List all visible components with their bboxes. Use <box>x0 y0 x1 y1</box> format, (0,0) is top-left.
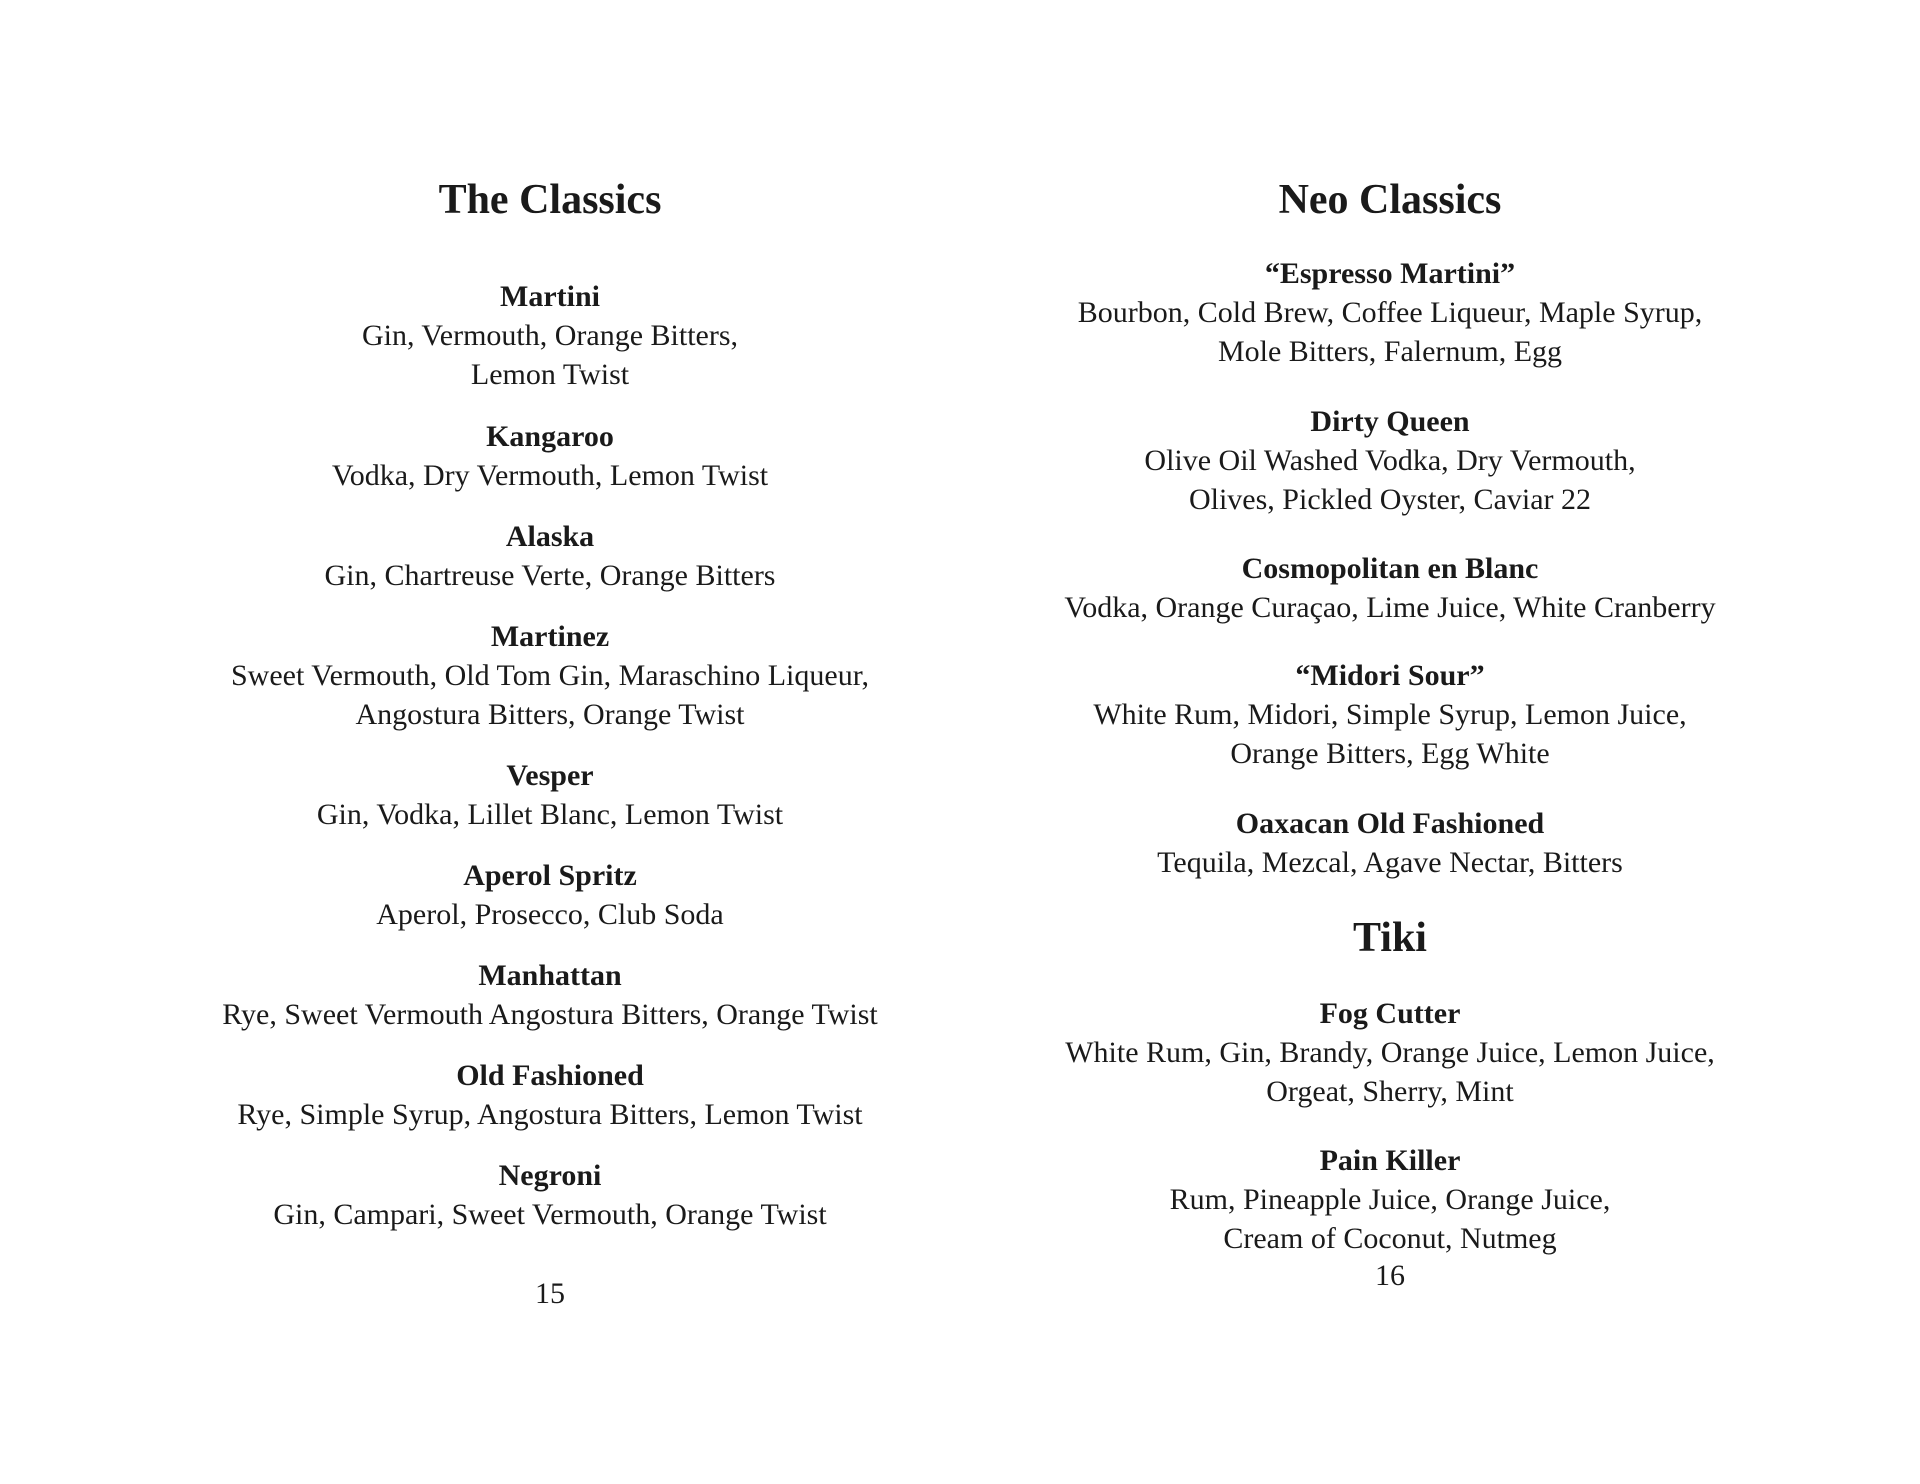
drink-alaska <box>150 518 950 595</box>
drink-ingredients: White Rum, Gin, Brandy, Orange Juice, Lemon Juice, <box>1065 1036 1715 1069</box>
drink-old-fashioned <box>150 1057 950 1134</box>
section-title-tiki: Tiki <box>1353 915 1427 961</box>
drink-vesper <box>150 757 950 834</box>
drink-name: Dirty Queen <box>1310 405 1470 438</box>
drink-ingredients: Sweet Vermouth, Old Tom Gin, Maraschino Liqueur, <box>231 659 869 692</box>
drink-ingredients: Gin, Vermouth, Orange Bitters, <box>361 319 739 352</box>
section-title-neo-classics: Neo Classics <box>1278 177 1502 223</box>
drink-ingredients: Cream of Coconut, Nutmeg <box>1223 1222 1557 1255</box>
drink-dirty-queen <box>1000 403 1780 519</box>
drink-name: Old Fashioned <box>456 1059 644 1092</box>
drink-ingredients: Bourbon, Cold Brew, Coffee Liqueur, Maple Syrup, <box>1077 296 1703 329</box>
drink-ingredients: White Rum, Midori, Simple Syrup, Lemon Juice, <box>1093 698 1687 731</box>
drink-negroni <box>150 1157 950 1234</box>
drink-fog-cutter <box>1000 995 1780 1111</box>
drink-martinez <box>150 618 950 734</box>
drink-name: “Midori Sour” <box>1295 659 1485 692</box>
drink-name: Kangaroo <box>486 420 614 453</box>
drink-manhattan <box>150 957 950 1034</box>
drink-name: Negroni <box>498 1159 602 1192</box>
drink-ingredients: Olives, Pickled Oyster, Caviar 22 <box>1188 483 1592 516</box>
drink-ingredients: Olive Oil Washed Vodka, Dry Vermouth, <box>1144 444 1636 477</box>
page-number: 15 <box>535 1277 565 1310</box>
drink-name: Oaxacan Old Fashioned <box>1235 807 1545 840</box>
drink-ingredients: Orange Bitters, Egg White <box>1230 737 1550 770</box>
drink-ingredients: Mole Bitters, Falernum, Egg <box>1217 335 1563 368</box>
drink-kangaroo <box>150 418 950 495</box>
drink-name: Alaska <box>505 520 595 553</box>
drink-name: Pain Killer <box>1319 1144 1461 1177</box>
drink-ingredients: Vodka, Orange Curaçao, Lime Juice, White Cranberry <box>1064 591 1716 624</box>
drink-name: Vesper <box>506 759 594 792</box>
drink-name: Cosmopolitan en Blanc <box>1241 552 1539 585</box>
drink-cosmopolitan-en-blanc <box>1000 550 1780 627</box>
drink-name: Manhattan <box>478 959 622 992</box>
drink-name: Fog Cutter <box>1319 997 1461 1030</box>
drink-martini <box>150 278 950 394</box>
section-title-the-classics: The Classics <box>438 177 662 223</box>
drink-ingredients: Lemon Twist <box>470 358 630 391</box>
drink-ingredients: Gin, Campari, Sweet Vermouth, Orange Twist <box>273 1198 827 1231</box>
drink-ingredients: Tequila, Mezcal, Agave Nectar, Bitters <box>1157 846 1623 879</box>
drink-ingredients: Gin, Chartreuse Verte, Orange Bitters <box>324 559 776 592</box>
drink-ingredients: Vodka, Dry Vermouth, Lemon Twist <box>331 459 769 492</box>
drink-ingredients: Rye, Simple Syrup, Angostura Bitters, Lemon Twist <box>237 1098 863 1131</box>
drink-name: Martini <box>500 280 600 313</box>
drink-ingredients: Aperol, Prosecco, Club Soda <box>376 898 724 931</box>
drink-ingredients: Angostura Bitters, Orange Twist <box>355 698 745 731</box>
drink-ingredients: Orgeat, Sherry, Mint <box>1266 1075 1514 1108</box>
drink-ingredients: Rye, Sweet Vermouth Angostura Bitters, Orange Twist <box>222 998 878 1031</box>
drink-oaxacan-old-fashioned <box>1000 805 1780 882</box>
drink-ingredients: Gin, Vodka, Lillet Blanc, Lemon Twist <box>316 798 784 831</box>
drink-pain-killer <box>1000 1142 1780 1258</box>
drink-midori-sour <box>1000 657 1780 773</box>
drink-aperol-spritz <box>150 857 950 934</box>
drink-name: “Espresso Martini” <box>1264 257 1516 290</box>
drink-ingredients: Rum, Pineapple Juice, Orange Juice, <box>1169 1183 1611 1216</box>
drink-name: Martinez <box>490 620 610 653</box>
page-number: 16 <box>1375 1259 1405 1292</box>
drink-espresso-martini <box>1000 255 1780 371</box>
drink-name: Aperol Spritz <box>463 859 637 892</box>
